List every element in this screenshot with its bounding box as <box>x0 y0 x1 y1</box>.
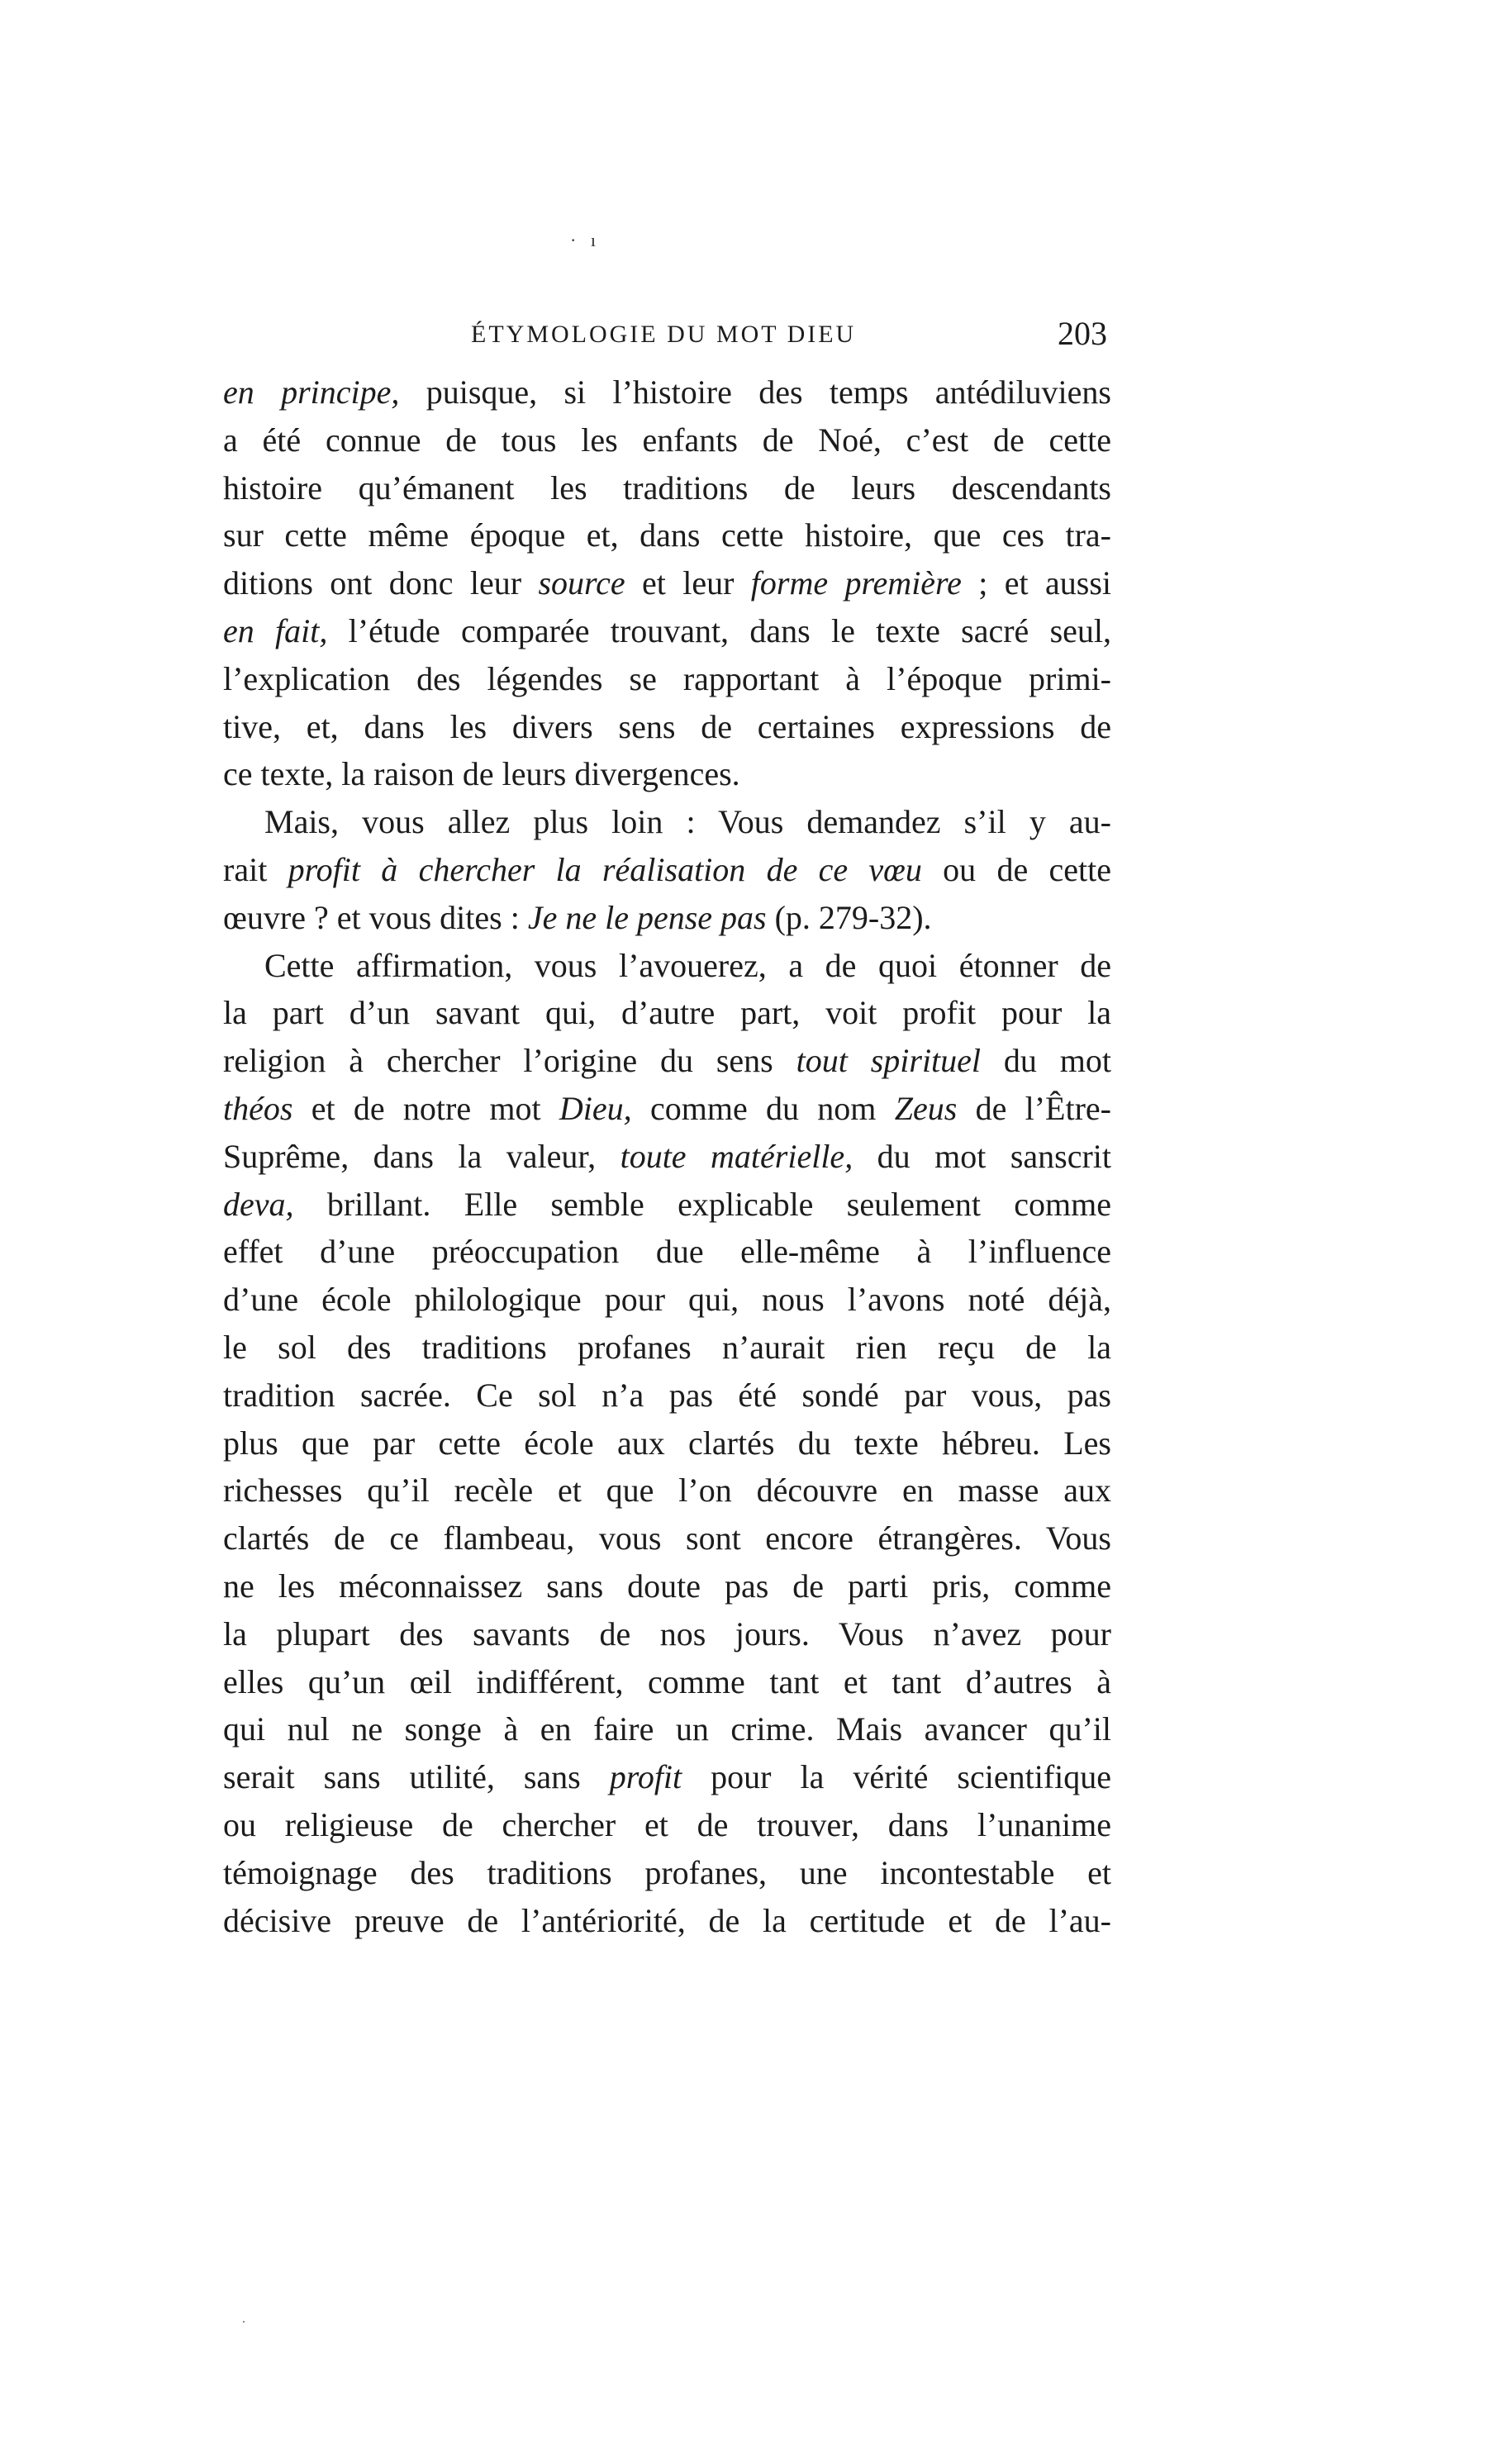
text-run: sur cette même époque et, dans cette histoire, que ces tra- <box>223 516 1111 554</box>
text-line <box>223 703 1111 751</box>
text-run: ou de cette <box>921 850 1111 888</box>
text-run: ce texte, la raison de leurs divergences. <box>223 755 740 793</box>
text-line <box>223 1276 1111 1324</box>
italic-run: profit <box>609 1758 682 1796</box>
italic-run: théos <box>223 1089 293 1127</box>
text-run: pour la vérité scientifique <box>682 1758 1112 1796</box>
italic-run: source <box>538 564 625 602</box>
text-run: brillant. Elle semble explicable seulement comme <box>293 1185 1111 1223</box>
text-line <box>223 1037 1111 1085</box>
margin-speck: · <box>241 2313 246 2330</box>
text-run: histoire qu’émanent les traditions de leurs descendants <box>223 468 1111 506</box>
text-run: Mais, vous allez plus loin : Vous demandez s’il y au- <box>264 803 1111 841</box>
text-run: l’étude comparée trouvant, dans le texte sacré seul, <box>327 611 1112 649</box>
text-line <box>223 607 1111 655</box>
italic-run: Zeus <box>894 1089 958 1127</box>
text-line <box>223 1181 1111 1229</box>
text-run: (p. 279-32). <box>766 898 932 936</box>
page-number: 203 <box>1058 315 1107 352</box>
italic-run: toute matérielle, <box>620 1137 853 1175</box>
text-run: et leur <box>625 564 751 602</box>
text-run: du mot <box>981 1042 1111 1080</box>
text-run: tradition sacrée. Ce sol n’a pas été sondé par vous, pas <box>223 1376 1111 1414</box>
text-line <box>223 1849 1111 1897</box>
text-line <box>223 1324 1111 1372</box>
text-line <box>223 511 1111 559</box>
text-line <box>223 798 1111 846</box>
text-line <box>223 1515 1111 1562</box>
text-line <box>223 1753 1111 1801</box>
text-run: d’une école philologique pour qui, nous l’avons noté déjà, <box>223 1281 1111 1319</box>
text-run: œuvre ? et vous dites : <box>223 898 528 936</box>
text-run: et de notre mot <box>292 1089 559 1127</box>
italic-run: en fait, <box>223 611 328 649</box>
text-run: ditions ont donc leur <box>223 564 539 602</box>
text-run: de l’Être- <box>957 1089 1111 1127</box>
text-line <box>223 1801 1111 1849</box>
text-run: richesses qu’il recèle et que l’on découvre en masse aux <box>223 1472 1111 1510</box>
text-line <box>223 655 1111 703</box>
text-line <box>223 464 1111 512</box>
text-run: effet d’une préoccupation due elle-même à l’influence <box>223 1233 1111 1271</box>
text-run: Suprême, dans la valeur, <box>223 1137 620 1175</box>
text-run: comme du nom <box>631 1089 895 1127</box>
text-line <box>223 1897 1111 1945</box>
text-line <box>223 416 1111 464</box>
running-title: ÉTYMOLOGIE DU MOT DIEU <box>471 321 857 348</box>
text-line <box>223 1562 1111 1610</box>
text-run: ne les méconnaissez sans doute pas de parti pris, comme <box>223 1567 1111 1605</box>
text-line <box>223 1705 1111 1753</box>
italic-run: Je ne le pense pas <box>527 898 767 936</box>
text-run: plus que par cette école aux clartés du texte hébreu. Les <box>223 1424 1111 1462</box>
italic-run: profit à chercher la réalisation de ce vœu <box>288 850 922 888</box>
text-line <box>223 750 1111 798</box>
text-run: clartés de ce flambeau, vous sont encore étrangères. Vous <box>223 1519 1111 1557</box>
text-run: la part d’un savant qui, d’autre part, voit profit pour la <box>223 994 1111 1032</box>
text-run: religion à chercher l’origine du sens <box>223 1042 796 1080</box>
text-run: témoignage des traditions profanes, une incontestable et <box>223 1853 1111 1891</box>
text-line <box>223 894 1111 942</box>
text-run: qui nul ne songe à en faire un crime. Mais avancer qu’il <box>223 1710 1111 1748</box>
text-run: du mot sanscrit <box>853 1137 1112 1175</box>
text-run: ou religieuse de chercher et de trouver, dans l’unanime <box>223 1805 1111 1843</box>
text-run: serait sans utilité, sans <box>223 1758 610 1796</box>
text-line <box>223 559 1111 607</box>
text-run: tive, et, dans les divers sens de certaines expressions de <box>223 707 1111 745</box>
text-line <box>223 1658 1111 1706</box>
text-run: rait <box>223 850 288 888</box>
text-line <box>223 1467 1111 1515</box>
text-line <box>223 846 1111 894</box>
running-head <box>223 314 1107 364</box>
text-line <box>223 369 1111 416</box>
text-run: l’explication des légendes se rapportant à l’époque primi- <box>223 659 1111 697</box>
italic-run: Dieu, <box>559 1089 632 1127</box>
text-run: puisque, si l’histoire des temps antédiluviens <box>399 373 1111 411</box>
text-run: décisive preuve de l’antériorité, de la certitude et de l’au- <box>223 1901 1111 1939</box>
text-run: a été connue de tous les enfants de Noé, c’est de cette <box>223 421 1111 459</box>
top-printer-mark: · ı <box>570 230 601 250</box>
text-line <box>223 1085 1111 1133</box>
body-text <box>223 369 1111 1944</box>
italic-run: deva, <box>223 1185 294 1223</box>
text-run: le sol des traditions profanes n’aurait rien reçu de la <box>223 1328 1111 1366</box>
text-line <box>223 1610 1111 1658</box>
text-run: ; et aussi <box>961 564 1111 602</box>
text-line <box>223 1419 1111 1467</box>
italic-run: tout spirituel <box>796 1042 982 1080</box>
text-run: la plupart des savants de nos jours. Vous n’avez pour <box>223 1614 1111 1652</box>
italic-run: forme première <box>750 564 962 602</box>
text-run: elles qu’un œil indifférent, comme tant et tant d’autres à <box>223 1662 1111 1700</box>
text-run: Cette affirmation, vous l’avouerez, a de quoi étonner de <box>264 946 1111 984</box>
text-line <box>223 989 1111 1037</box>
italic-run: en principe, <box>223 373 400 411</box>
text-line <box>223 1228 1111 1276</box>
text-line <box>223 1372 1111 1419</box>
text-line <box>223 1133 1111 1181</box>
text-line <box>223 942 1111 990</box>
